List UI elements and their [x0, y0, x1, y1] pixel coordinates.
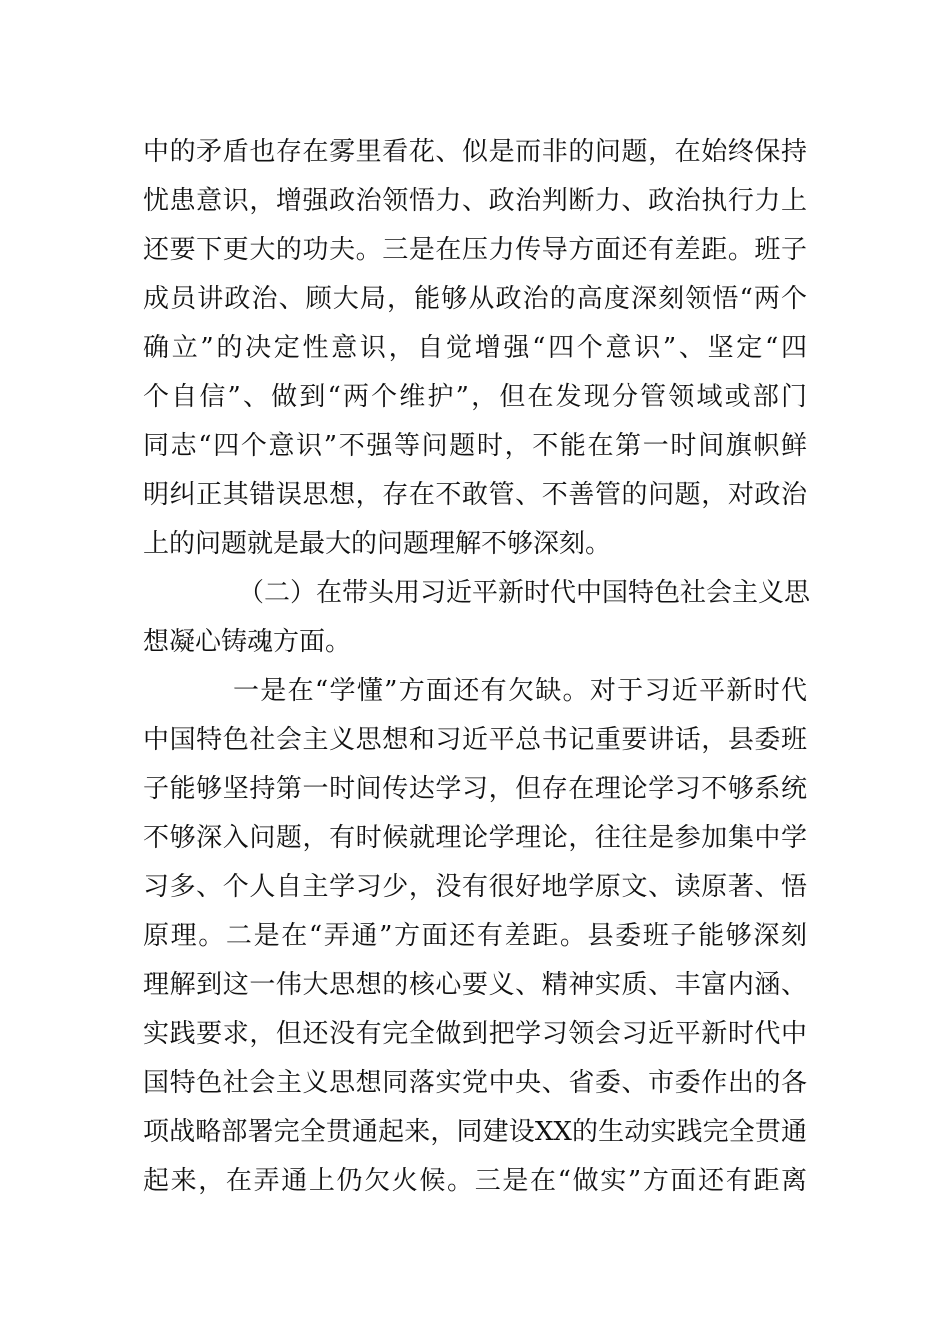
text-line: 确立”的决定性意识，自觉增强“四个意识”、坚定“四 — [143, 333, 807, 363]
text-line: 一是在“学懂”方面还有欠缺。对于习近平新时代 — [233, 676, 807, 706]
text-line: 项战略部署完全贯通起来，同建设XX的生动实践完全贯通 — [143, 1117, 807, 1147]
text-line: 起来，在弄通上仍欠火候。三是在“做实”方面还有距离 — [143, 1166, 807, 1196]
text-line: 上的问题就是最大的问题理解不够深刻。 — [143, 529, 612, 559]
text-line: 子能够坚持第一时间传达学习，但存在理论学习不够系统 — [143, 774, 807, 804]
text-line: 中国特色社会主义思想和习近平总书记重要讲话，县委班 — [143, 725, 807, 755]
text-line: 理解到这一伟大思想的核心要义、精神实质、丰富内涵、 — [143, 970, 807, 1000]
text-line: 国特色社会主义思想同落实党中央、省委、市委作出的各 — [143, 1068, 807, 1098]
text-line: 明纠正其错误思想，存在不敢管、不善管的问题，对政治 — [143, 480, 807, 510]
text-line: 实践要求，但还没有完全做到把学习领会习近平新时代中 — [143, 1019, 807, 1049]
text-line: 中的矛盾也存在雾里看花、似是而非的问题，在始终保持 — [143, 137, 807, 167]
text-line: 成员讲政治、顾大局，能够从政治的高度深刻领悟“两个 — [143, 284, 807, 314]
text-line: 还要下更大的功夫。三是在压力传导方面还有差距。班子 — [143, 235, 807, 265]
section-heading-line: （二）在带头用习近平新时代中国特色社会主义思 — [238, 578, 811, 608]
text-line: 习多、个人自主学习少，没有很好地学原文、读原著、悟 — [143, 872, 807, 902]
text-line: 同志“四个意识”不强等问题时，不能在第一时间旗帜鲜 — [143, 431, 807, 461]
text-line: 忧患意识，增强政治领悟力、政治判断力、政治执行力上 — [143, 186, 807, 216]
text-line: 不够深入问题，有时候就理论学理论，往往是参加集中学 — [143, 823, 807, 853]
document-body — [143, 128, 811, 1206]
text-line: 原理。二是在“弄通”方面还有差距。县委班子能够深刻 — [143, 921, 807, 951]
text-line: 个自信”、做到“两个维护”，但在发现分管领域或部门 — [143, 382, 807, 412]
section-heading-line: 想凝心铸魂方面。 — [143, 627, 352, 657]
